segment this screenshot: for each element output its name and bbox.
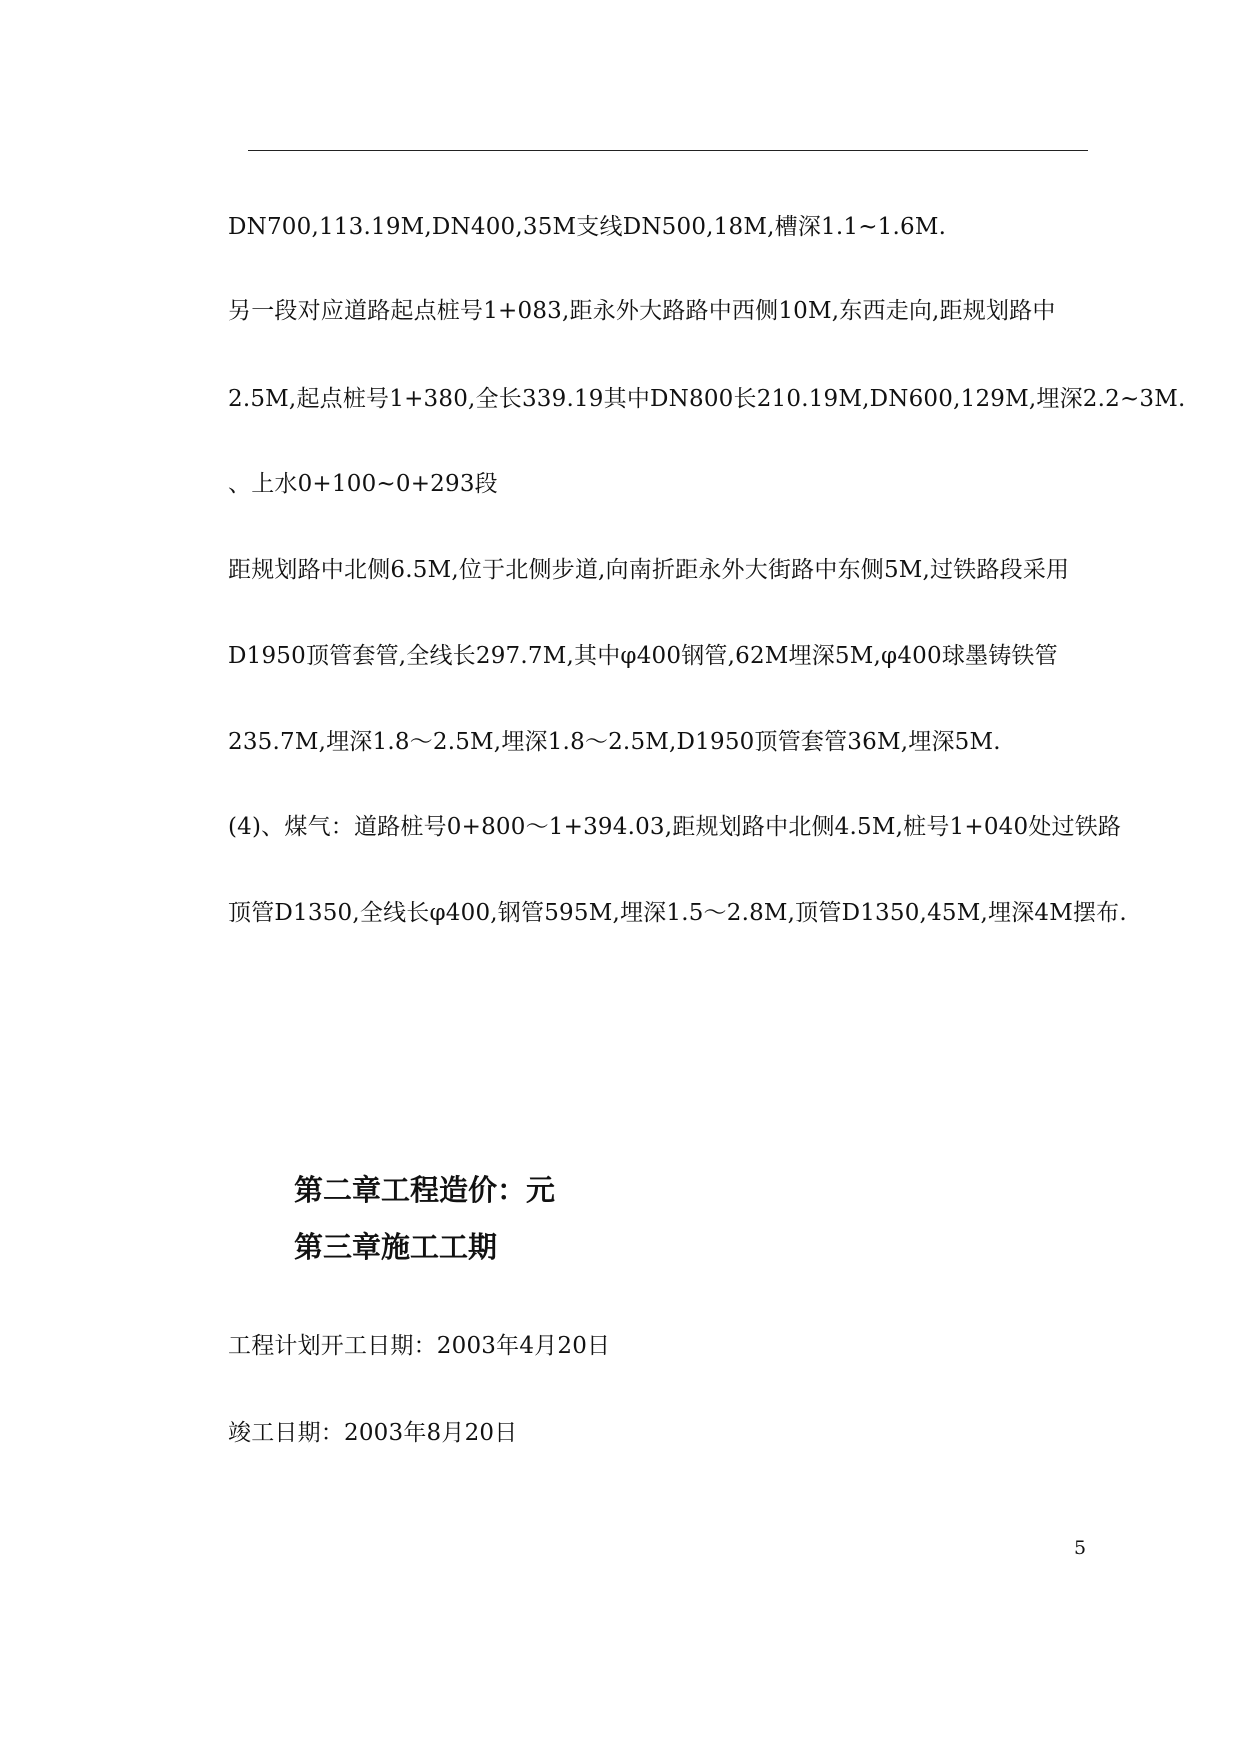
body-line-9: 顶管D1350,全线长φ400,钢管595M,埋深1.5～2.8M,顶管D1350,45M,埋深4M摆布. xyxy=(228,900,1127,926)
chapter-3-heading: 第三章施工工期 xyxy=(294,1230,498,1264)
body-line-7: 235.7M,埋深1.8～2.5M,埋深1.8～2.5M,D1950顶管套管36M,埋深5M. xyxy=(228,729,1001,755)
page-number: 5 xyxy=(1074,1537,1087,1559)
body-line-1: DN700,113.19M,DN400,35M支线DN500,18M,槽深1.1~1.6M. xyxy=(228,214,947,240)
body-line-2: 另一段对应道路起点桩号1+083,距永外大路路中西侧10M,东西走向,距规划路中 xyxy=(228,298,1056,324)
body-line-6: D1950顶管套管,全线长297.7M,其中φ400钢管,62M埋深5M,φ400球墨铸铁管 xyxy=(228,643,1058,669)
body-line-8: (4)、煤气：道路桩号0+800～1+394.03,距规划路中北侧4.5M,桩号1+040处过铁路 xyxy=(228,814,1122,840)
body-line-5: 距规划路中北侧6.5M,位于北侧步道,向南折距永外大街路中东侧5M,过铁路段采用 xyxy=(228,557,1070,583)
schedule-end-date: 竣工日期：2003年8月20日 xyxy=(228,1420,518,1446)
header-rule xyxy=(248,150,1088,151)
body-line-3: 2.5M,起点桩号1+380,全长339.19其中DN800长210.19M,DN600,129M,埋深2.2~3M. xyxy=(228,386,1186,412)
chapter-2-heading: 第二章工程造价：元 xyxy=(294,1173,556,1207)
body-line-4: 、上水0+100~0+293段 xyxy=(228,471,498,497)
schedule-start-date: 工程计划开工日期：2003年4月20日 xyxy=(228,1333,611,1359)
